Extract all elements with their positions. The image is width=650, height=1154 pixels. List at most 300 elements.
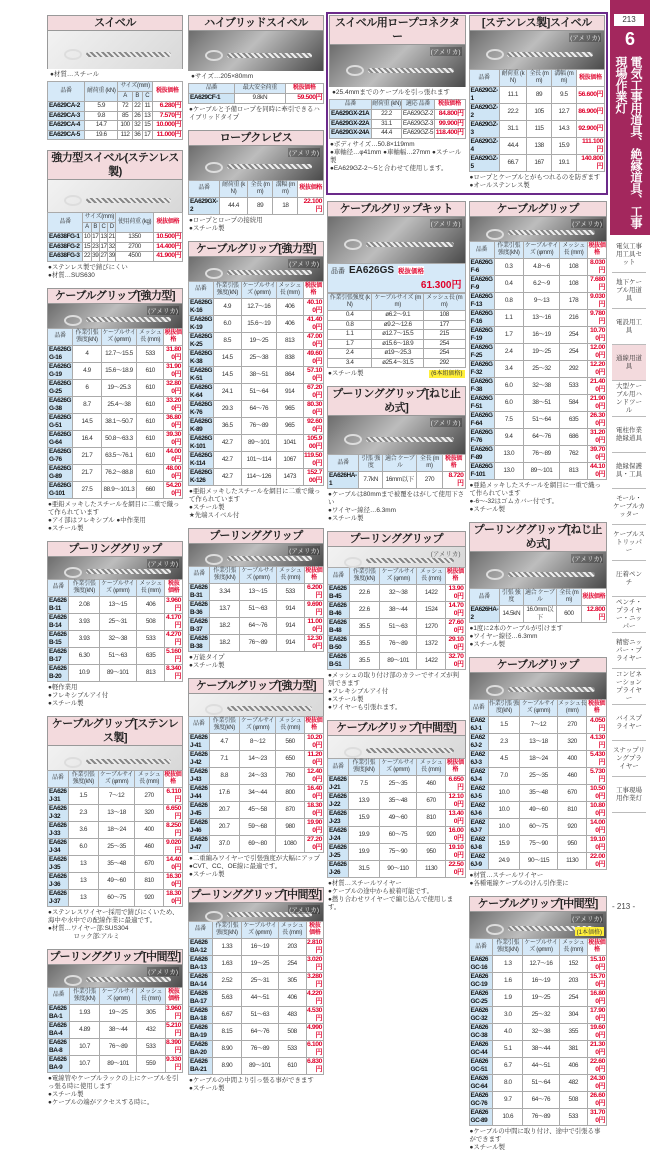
product-code[interactable]: EA626GC-32 xyxy=(469,1007,493,1024)
table-row[interactable] xyxy=(469,717,607,734)
product-code[interactable]: EA629GZ-2 xyxy=(470,104,498,119)
table-row[interactable] xyxy=(48,464,183,481)
product-code[interactable]: EA626J-2 xyxy=(469,734,488,751)
product-code[interactable]: EA626B-38 xyxy=(189,634,210,651)
product-code[interactable]: EA626HA-1 xyxy=(329,472,357,487)
table-row[interactable] xyxy=(469,973,607,990)
product-code[interactable]: EA626GF-51 xyxy=(470,395,493,410)
product-code[interactable]: EA626J-6 xyxy=(469,802,488,819)
product-code[interactable]: EA629CA-4 xyxy=(48,121,85,131)
product-code[interactable]: EA626B-36 xyxy=(189,600,210,617)
product-code[interactable]: EA626J-3 xyxy=(469,751,488,768)
cell-value: 25～31 xyxy=(99,613,136,630)
table-row[interactable] xyxy=(328,349,466,359)
chapter-tab[interactable] xyxy=(610,0,650,235)
nav-item[interactable]: コンビネーションプライヤー xyxy=(612,669,646,705)
product-code[interactable]: EA626GF-89 xyxy=(470,446,493,461)
product-code[interactable]: EA626BA-14 xyxy=(189,972,213,989)
column-header: ケーブルサイズ (mm) xyxy=(372,294,423,311)
product-code[interactable]: EA626J-41 xyxy=(190,733,208,749)
product-code[interactable]: EA626BA-4 xyxy=(48,1021,70,1038)
table-row[interactable] xyxy=(469,104,605,121)
table-row[interactable] xyxy=(48,242,183,252)
cell-value: 19～25 xyxy=(523,990,559,1007)
product-code[interactable]: EA626GG-51 xyxy=(49,413,72,429)
column-header: 品番 xyxy=(189,281,214,298)
table-row[interactable] xyxy=(189,400,324,417)
product-code[interactable]: EA626GK-114 xyxy=(190,451,213,467)
table-row[interactable] xyxy=(189,434,324,451)
product-code[interactable]: EA626J-7 xyxy=(469,819,488,836)
table-row[interactable] xyxy=(469,138,605,155)
table-row[interactable] xyxy=(469,121,605,138)
nav-item[interactable]: 大型ケーブル用ハンドツール xyxy=(612,381,646,417)
cell-value: 6.0 xyxy=(213,315,241,332)
product-code[interactable]: EA626J-44 xyxy=(190,784,208,800)
table-row[interactable] xyxy=(469,956,607,973)
table-row[interactable] xyxy=(469,1075,607,1092)
product-code[interactable]: EA626B-15 xyxy=(48,630,69,647)
nav-item[interactable]: 電気工事用工具セット xyxy=(612,237,646,273)
table-row[interactable] xyxy=(48,111,183,121)
product-code[interactable]: EA626B-45 xyxy=(328,585,350,602)
product-code[interactable]: EA629GZ-5 xyxy=(470,155,498,170)
product-code[interactable]: EA626B-50 xyxy=(328,636,350,653)
table-row[interactable] xyxy=(48,804,183,821)
table-row[interactable] xyxy=(469,1109,607,1126)
product-code[interactable]: EA626GK-16 xyxy=(190,298,213,314)
table-row[interactable] xyxy=(48,430,183,447)
table-row[interactable] xyxy=(328,636,466,653)
product-photo xyxy=(188,31,324,71)
cell-value: 6.0 xyxy=(494,378,524,395)
table-row[interactable] xyxy=(189,315,324,332)
product-code[interactable]: EA626J-24 xyxy=(328,827,349,844)
product-price: 14.400円 xyxy=(153,242,182,252)
product-code[interactable]: EA626B-37 xyxy=(189,617,210,634)
product-code[interactable]: EA626J-37 xyxy=(49,889,67,905)
product-code[interactable]: EA626BA-8 xyxy=(48,1038,70,1055)
product-code[interactable]: EA629GZ-3 xyxy=(470,121,498,136)
nav-item[interactable]: 電設用工具 xyxy=(612,309,646,345)
product-code[interactable]: EA626BA-9 xyxy=(48,1055,70,1072)
product-code[interactable]: EA626B-20 xyxy=(48,664,69,681)
table-row[interactable] xyxy=(189,955,324,972)
product-code[interactable]: EA626J-26 xyxy=(328,861,349,878)
column-header: 品番 xyxy=(189,921,213,938)
product-code[interactable]: EA626J-36 xyxy=(49,872,67,888)
product-code[interactable]: EA626J-23 xyxy=(328,810,349,827)
table-row[interactable] xyxy=(189,1006,324,1023)
product-code[interactable]: EA626GC-44 xyxy=(469,1041,493,1058)
table-row[interactable] xyxy=(469,1092,607,1109)
product-code[interactable]: EA626GG-38 xyxy=(49,396,72,412)
table-row[interactable] xyxy=(48,396,183,413)
product-price: 10.500円 xyxy=(153,233,182,243)
product-code[interactable]: EA626B-46 xyxy=(328,602,350,619)
table-row[interactable] xyxy=(330,110,466,120)
table-row[interactable] xyxy=(189,417,324,434)
product-photo xyxy=(329,45,466,87)
product-code[interactable]: EA626BA-20 xyxy=(189,1040,213,1057)
product-code[interactable]: EA626J-46 xyxy=(190,818,208,834)
table-row[interactable] xyxy=(189,298,324,315)
product-code[interactable]: EA626J-9 xyxy=(469,853,488,870)
table-row[interactable] xyxy=(189,451,324,468)
table-row[interactable] xyxy=(469,412,607,429)
product-code[interactable]: EA626J-34 xyxy=(49,838,67,854)
product-code[interactable]: EA626BA-13 xyxy=(189,955,213,972)
table-row[interactable] xyxy=(469,802,607,819)
product-code[interactable]: EA626B-51 xyxy=(328,653,350,670)
table-row[interactable] xyxy=(189,767,324,784)
section-title: プーリンググリップ xyxy=(47,541,183,557)
table-row[interactable] xyxy=(469,395,607,412)
table-row[interactable] xyxy=(469,606,607,623)
cell-value: 920 xyxy=(417,827,446,844)
nav-item[interactable]: バイスプライヤー xyxy=(612,705,646,741)
table-row[interactable] xyxy=(189,733,324,750)
section-title: ケーブルグリップ[強力型] xyxy=(188,241,324,257)
table-row[interactable] xyxy=(469,1007,607,1024)
product-code[interactable]: EA626GK-51 xyxy=(190,366,213,382)
nav-item[interactable]: 通線用道具 xyxy=(612,345,646,381)
table-row[interactable] xyxy=(328,844,466,861)
table-row[interactable] xyxy=(328,653,466,670)
table-row[interactable] xyxy=(189,835,324,852)
product-photo xyxy=(188,146,324,180)
column-header: ケーブルサイズ (φmm) xyxy=(100,987,137,1004)
nav-item[interactable]: 絶縁保護具・工具 xyxy=(612,453,646,489)
product-code[interactable]: EA626GK-76 xyxy=(190,400,213,416)
product-code[interactable]: EA626GC-16 xyxy=(469,956,493,973)
product-code[interactable]: EA626B-48 xyxy=(328,619,350,636)
table-row[interactable] xyxy=(328,339,466,349)
table-row[interactable] xyxy=(48,481,183,498)
product-code[interactable]: EA626J-47 xyxy=(190,835,208,851)
table-row[interactable] xyxy=(469,310,607,327)
column-header: 税抜価格 xyxy=(442,455,465,472)
product-code[interactable]: EA626GK-126 xyxy=(190,468,213,484)
feature-note: ●亜鉛メッキしたスチールを網目に二重で織って作られています xyxy=(189,487,321,503)
nav-item[interactable]: ペンチ・プライヤー・ニッパー xyxy=(612,597,646,633)
table-row[interactable] xyxy=(469,361,607,378)
eye-loop-graphic xyxy=(346,65,364,76)
table-row[interactable] xyxy=(469,327,607,344)
table-row[interactable] xyxy=(330,119,466,129)
product-price: 19.100円 xyxy=(587,836,607,853)
product-code[interactable]: EA626GG-64 xyxy=(49,430,72,446)
product-code[interactable]: EA626GK-101 xyxy=(190,434,213,450)
column-header: 品番 xyxy=(189,566,210,583)
product-code[interactable]: EA626BA-1 xyxy=(48,1004,70,1021)
table-row[interactable] xyxy=(189,349,324,366)
cell-value: 254 xyxy=(560,344,588,361)
table-row[interactable] xyxy=(189,600,324,617)
table-row[interactable] xyxy=(189,1057,324,1074)
feature-note: ●スチール製 xyxy=(48,699,84,707)
table-row[interactable] xyxy=(189,366,324,383)
cell-value: 89 xyxy=(527,87,552,104)
product-code[interactable]: EA626GC-25 xyxy=(469,990,493,1007)
table-row[interactable] xyxy=(469,853,607,870)
table-row[interactable] xyxy=(48,447,183,464)
table-row[interactable] xyxy=(328,311,466,321)
nav-item[interactable]: 電柱作業絶縁道具 xyxy=(612,417,646,453)
product-code[interactable]: EA626J-43 xyxy=(190,767,208,783)
table-row[interactable] xyxy=(48,102,183,112)
table-row[interactable] xyxy=(189,801,324,818)
table-row[interactable] xyxy=(48,413,183,430)
table-row[interactable] xyxy=(328,793,466,810)
cell-value: 1473 xyxy=(276,468,303,485)
cell-value: 38.1～50.7 xyxy=(101,413,136,430)
nav-item[interactable]: 圧着ペンチ xyxy=(612,561,646,597)
table-row[interactable] xyxy=(48,1004,183,1021)
product-price: 48.000円 xyxy=(164,464,183,481)
table-row[interactable] xyxy=(469,276,607,293)
cell-value: 1.33 xyxy=(212,938,242,955)
product-code[interactable]: EA629CA-3 xyxy=(48,111,85,121)
product-code[interactable]: EA626J-25 xyxy=(328,844,349,861)
section-title: 強力型スイベル(ステンレス製) xyxy=(47,150,183,180)
table-row[interactable] xyxy=(469,768,607,785)
product-code[interactable]: EA626GF-19 xyxy=(470,327,493,342)
table-row[interactable] xyxy=(48,345,183,362)
product-code[interactable]: EA629GX-24A xyxy=(331,129,370,137)
product-code[interactable]: EA626GF-32 xyxy=(470,361,493,376)
table-row[interactable] xyxy=(328,861,466,878)
product-price: 6.650円 xyxy=(446,776,465,793)
table-row[interactable] xyxy=(48,1038,183,1055)
product-code[interactable]: EA626GF-16 xyxy=(470,310,493,325)
product-code[interactable]: EA626GF-6 xyxy=(470,259,493,274)
table-row[interactable] xyxy=(189,617,324,634)
product-code[interactable]: EA626GC-64 xyxy=(469,1075,493,1092)
product-code[interactable]: EA626BA-21 xyxy=(189,1057,213,1074)
product-code[interactable]: EA629CA-2 xyxy=(48,102,85,112)
table-row[interactable] xyxy=(469,293,607,310)
table-row[interactable] xyxy=(48,630,183,647)
product-code[interactable]: EA626GF-64 xyxy=(470,412,493,427)
product-code[interactable]: EA626GF-9 xyxy=(470,276,493,291)
product-code[interactable]: EA626GG-76 xyxy=(49,447,72,463)
table-row[interactable] xyxy=(189,634,324,651)
product-code[interactable]: EA626B-11 xyxy=(48,596,69,613)
nav-item[interactable]: モール・ケーブルカッター xyxy=(612,489,646,525)
product-code[interactable]: EA626GG-89 xyxy=(49,464,72,480)
product-code[interactable]: EA626GK-19 xyxy=(190,315,213,331)
product-code[interactable]: EA626J-22 xyxy=(328,793,349,810)
feature-notes xyxy=(47,907,183,943)
table-row[interactable] xyxy=(328,619,466,636)
product-code[interactable]: EA626BA-19 xyxy=(189,1023,213,1040)
table-row[interactable] xyxy=(48,838,183,855)
product-code[interactable]: EA626GG-101 xyxy=(49,481,72,497)
table-row[interactable] xyxy=(48,889,183,906)
table-row[interactable] xyxy=(48,872,183,889)
table-row[interactable] xyxy=(330,129,466,139)
table-row[interactable] xyxy=(189,94,324,104)
table-row[interactable] xyxy=(48,362,183,379)
table-row[interactable] xyxy=(189,784,324,801)
product-code[interactable]: EA629CA-5 xyxy=(48,130,85,140)
product-code[interactable]: EA626J-31 xyxy=(49,787,67,803)
table-row[interactable] xyxy=(328,585,466,602)
table-row[interactable] xyxy=(189,1040,324,1057)
table-row[interactable] xyxy=(328,472,466,489)
table-row[interactable] xyxy=(189,583,324,600)
table-row[interactable] xyxy=(48,664,183,681)
table-row[interactable] xyxy=(469,1058,607,1075)
table-row[interactable] xyxy=(189,750,324,767)
table-row[interactable] xyxy=(48,613,183,630)
product-code[interactable]: EA626GC-89 xyxy=(469,1109,493,1126)
cell-value: 38～44 xyxy=(100,1021,137,1038)
product-code[interactable]: EA626GK-38 xyxy=(190,349,213,365)
table-row[interactable] xyxy=(469,819,607,836)
table-row[interactable] xyxy=(189,818,324,835)
table-row[interactable] xyxy=(469,463,607,480)
table-row[interactable] xyxy=(328,776,466,793)
product-code[interactable]: EA626J-42 xyxy=(190,750,208,766)
product-code[interactable]: EA629GZ-1 xyxy=(470,87,498,102)
product-code[interactable]: EA626J-4 xyxy=(469,768,488,785)
cable-grip-mesh-graphic xyxy=(366,242,453,247)
table-row[interactable] xyxy=(189,938,324,955)
table-row[interactable] xyxy=(469,87,605,104)
product-code[interactable]: EA638FG-1 xyxy=(48,233,83,243)
table-row[interactable] xyxy=(189,972,324,989)
table-row[interactable] xyxy=(48,647,183,664)
table-row[interactable] xyxy=(469,734,607,751)
product-code[interactable]: EA626B-14 xyxy=(48,613,69,630)
table-row[interactable] xyxy=(328,602,466,619)
nav-item[interactable]: 地下ケーブル用道具 xyxy=(612,273,646,309)
product-code[interactable]: EA626GF-76 xyxy=(470,429,493,444)
table-row[interactable] xyxy=(469,155,605,172)
product-code[interactable]: EA626GK-64 xyxy=(190,383,213,399)
section-title: ロープクレビス xyxy=(188,130,324,146)
product-code[interactable]: EA629GX-2 xyxy=(190,197,218,213)
product-code[interactable]: EA626B-31 xyxy=(189,583,210,600)
table-row[interactable] xyxy=(469,344,607,361)
product-code[interactable]: EA626GG-25 xyxy=(49,379,72,395)
table-row[interactable] xyxy=(328,810,466,827)
cell-value: 270 xyxy=(557,717,586,734)
nav-item[interactable]: ケーブルストリッパー xyxy=(612,525,646,561)
product-code[interactable]: EA626J-45 xyxy=(190,801,208,817)
table-row[interactable] xyxy=(48,233,183,243)
product-code[interactable]: EA626GG-16 xyxy=(49,345,72,361)
table-row[interactable] xyxy=(469,990,607,1007)
table-row[interactable] xyxy=(48,1055,183,1072)
table-row[interactable] xyxy=(469,785,607,802)
product-code[interactable]: EA626GC-76 xyxy=(469,1092,493,1109)
table-row[interactable] xyxy=(328,330,466,340)
table-row[interactable] xyxy=(189,197,324,214)
table-row[interactable] xyxy=(48,787,183,804)
table-row[interactable] xyxy=(189,989,324,1006)
table-row[interactable] xyxy=(469,751,607,768)
price-basis-badge: (6本組価格) xyxy=(431,371,463,377)
product-code[interactable]: EA626GC-51 xyxy=(469,1058,493,1075)
feature-note: ●ワイヤー線径…6.3mm xyxy=(328,507,396,514)
table-row[interactable] xyxy=(469,1041,607,1058)
product-code[interactable]: EA626GK-89 xyxy=(190,417,213,433)
product-code[interactable]: EA626J-32 xyxy=(49,804,67,820)
product-code[interactable]: EA626GC-19 xyxy=(469,973,493,990)
product-code[interactable]: EA626BA-12 xyxy=(189,938,213,955)
table-row[interactable] xyxy=(189,468,324,485)
product-code[interactable]: EA626HA-2 xyxy=(470,606,499,621)
product-code[interactable]: EA626BA-18 xyxy=(189,1006,213,1023)
table-row[interactable] xyxy=(469,446,607,463)
table-row[interactable] xyxy=(48,855,183,872)
table-row[interactable] xyxy=(48,379,183,396)
product-code[interactable]: EA626J-1 xyxy=(469,717,488,734)
table-row[interactable] xyxy=(48,1021,183,1038)
product-price: 14.000円 xyxy=(587,819,607,836)
table-row[interactable] xyxy=(189,1023,324,1040)
product-code[interactable]: EA629CF-1 xyxy=(189,94,235,104)
product-price: 31.700円 xyxy=(587,1109,606,1126)
table-row[interactable] xyxy=(48,821,183,838)
table-row[interactable] xyxy=(469,259,607,276)
product-code[interactable]: EA626BA-17 xyxy=(189,989,213,1006)
table-row[interactable] xyxy=(469,1024,607,1041)
table-row[interactable] xyxy=(328,827,466,844)
table-row[interactable] xyxy=(328,320,466,330)
product-code[interactable]: EA638FG-3 xyxy=(48,252,83,262)
product-code[interactable]: EA629GX-21A xyxy=(331,110,370,118)
product-code[interactable]: EA638FG-2 xyxy=(48,242,83,252)
product-code[interactable]: EA626GK-25 xyxy=(190,332,213,348)
table-row[interactable] xyxy=(469,429,607,446)
product-code[interactable]: EA626GF-13 xyxy=(470,293,493,308)
table-row[interactable] xyxy=(48,596,183,613)
product-code[interactable]: EA626J-35 xyxy=(49,855,67,871)
product-code[interactable]: EA626J-21 xyxy=(328,776,349,793)
product-code[interactable]: EA626GF-38 xyxy=(470,378,493,393)
table-row[interactable] xyxy=(189,383,324,400)
table-row[interactable] xyxy=(48,252,183,262)
cell-value: 813 xyxy=(136,664,165,681)
nav-item[interactable]: 工事現場用作業灯 xyxy=(612,777,646,813)
product-code[interactable]: EA626GC-38 xyxy=(469,1024,493,1041)
product-price: 9.330円 xyxy=(165,1055,181,1071)
product-code[interactable]: EA629GZ-4 xyxy=(470,138,498,153)
nav-item[interactable]: スナップリングプライヤー xyxy=(612,741,646,777)
product-code[interactable]: EA626GF-25 xyxy=(470,344,493,359)
table-row[interactable] xyxy=(48,130,183,140)
product-code[interactable]: EA629GX-22A xyxy=(331,119,370,127)
table-row[interactable] xyxy=(189,332,324,349)
product-code[interactable]: EA626B-17 xyxy=(48,647,69,664)
product-code[interactable]: EA626J-33 xyxy=(49,821,67,837)
product-code[interactable]: EA626J-8 xyxy=(469,836,488,853)
table-row[interactable] xyxy=(328,358,466,368)
product-code[interactable]: EA626GF-101 xyxy=(470,463,493,478)
nav-item[interactable]: 精密ニッパー・プライヤー xyxy=(612,633,646,669)
table-row[interactable] xyxy=(469,836,607,853)
table-row[interactable] xyxy=(48,121,183,131)
table-row[interactable] xyxy=(469,378,607,395)
cell-value: 18 xyxy=(273,197,298,214)
product-code[interactable]: EA626J-5 xyxy=(469,785,488,802)
product-code[interactable]: EA626GG-19 xyxy=(49,362,72,378)
product-price: 39.300円 xyxy=(164,430,183,447)
